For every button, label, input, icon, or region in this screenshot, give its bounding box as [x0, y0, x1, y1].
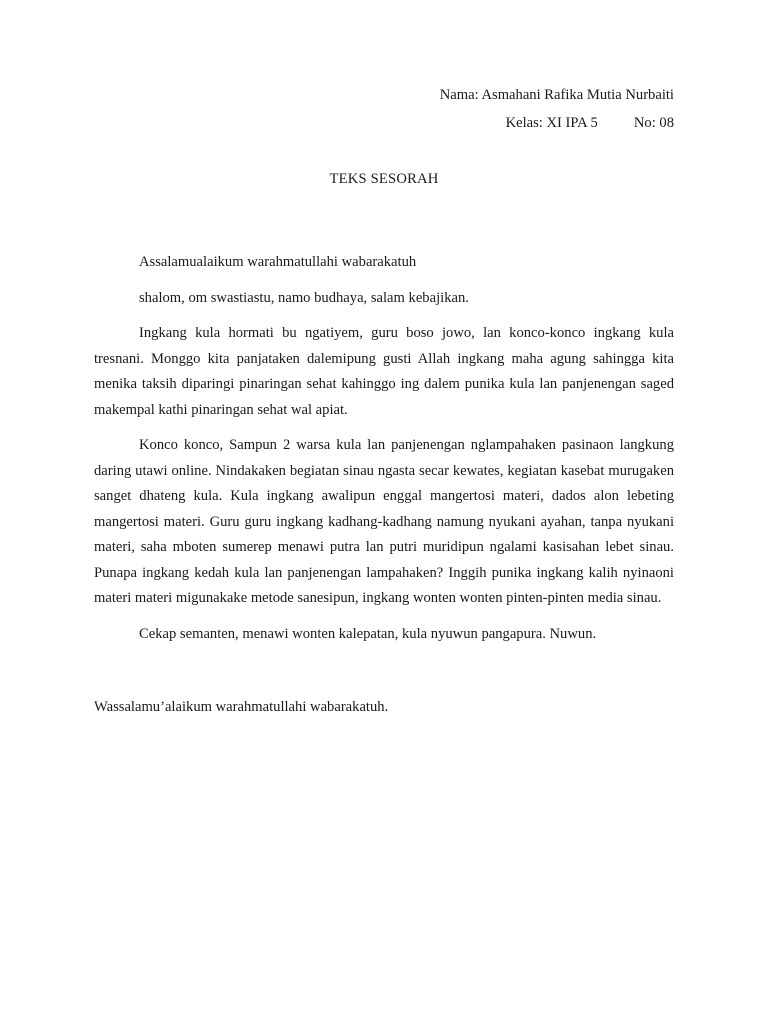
student-class-number — [506, 115, 674, 132]
closing-greeting: Wassalamu’alaikum warahmatullahi wabarakatuh. — [94, 699, 389, 715]
opening-greeting: Assalamualaikum warahmatullahi wabarakatuh — [139, 254, 417, 270]
student-name: Nama: Asmahani Rafika Mutia Nurbaiti — [439, 87, 674, 103]
paragraph-apology: Cekap semanten, menawi wonten kalepatan, kula nyuwun pangapura. Nuwun. — [139, 625, 597, 642]
paragraph-respect: Ingkang kula hormati bu ngatiyem, guru boso jowo, lan konco-konco ingkang kula tresnani. Monggo kita panjataken dalemipung gusti Allah ingkang maha agung sahingga kita menika taksih diparingi pinaringan sehat kahinggo ing dalem punika kula lan panjenengan saged makempal kathi pinaringan sehat wal apiat. — [94, 325, 674, 418]
interfaith-greeting: shalom, om swastiastu, namo budhaya, salam kebajikan. — [139, 289, 469, 306]
speech-body — [94, 250, 674, 647]
student-class: Kelas: XI IPA 5 — [505, 115, 598, 131]
student-number: No: 08 — [633, 115, 674, 131]
paragraph-online-learning: Konco konco, Sampun 2 warsa kula lan panjenengan nglampahaken pasinaon langkung daring utawi online. Nindakaken begiatan sinau ngasta secar kewates, kegiatan kasebat murugaken sanget dhateng kula. Kula ingkang awalipun enggal mangertosi materi, dados alon lebeting mangertosi materi. Guru guru ingkang kadhang-kadhang namung nyukani ayahan, tanpa nyukani materi, saha mboten sumerep menawi putra lan putri muridipun ngalami kasisahan lebet sinau. Punapa ingkang kedah kula lan panjenengan lampahaken? Inggih punika ingkang kalih nyinaoni materi materi migunakake metode sanesipun, ingkang wonten wonten pinten-pinten media sinau. — [94, 437, 674, 606]
document-title: TEKS SESORAH — [329, 171, 439, 187]
